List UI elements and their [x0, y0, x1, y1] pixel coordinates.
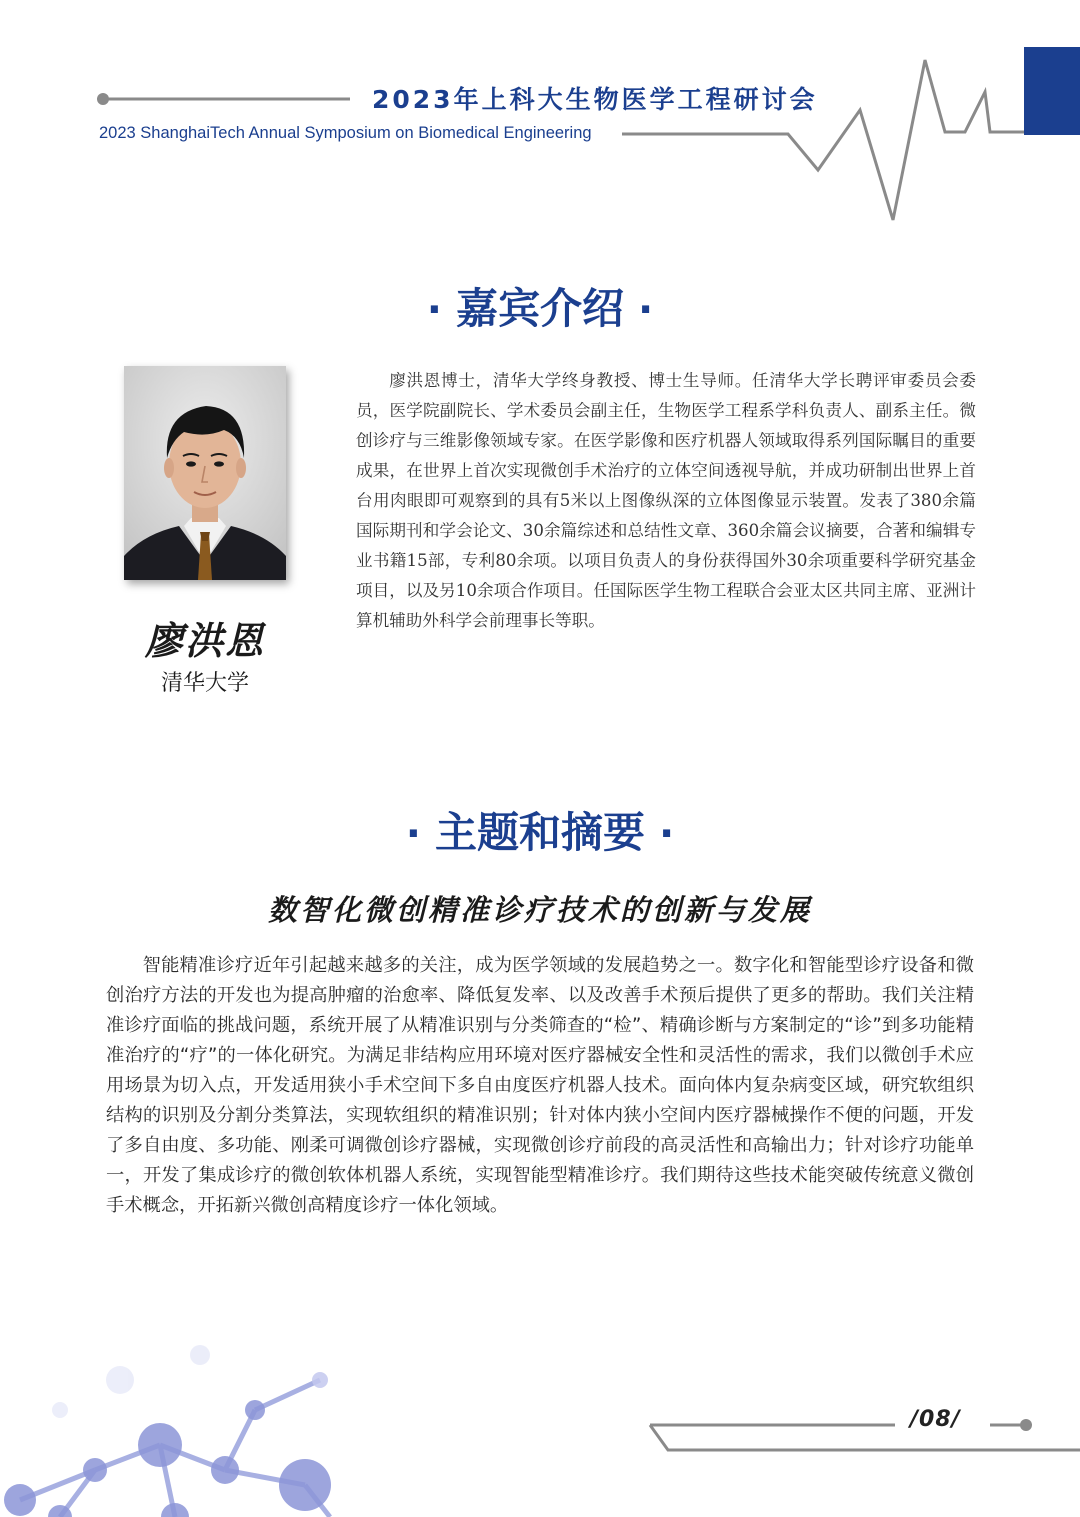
speaker-heading-text: 嘉宾介绍 [455, 284, 624, 333]
footer-dot [1020, 1419, 1032, 1431]
footer-decoration [0, 1280, 1080, 1517]
heading-bullet-left: · [405, 811, 421, 857]
abstract-text: 智能精准诊疗近年引起越来越多的关注，成为医学领域的发展趋势之一。数字化和智能型诊疗设备和微创治疗方法的开发也为提高肿瘤的治愈率、降低复发率、以及改善手术预后提供了更多的帮助。我们关注精准诊疗面临的挑战问题，系统开展了从精准识别与分类筛查的“检”、精确诊断与方案制定的“诊”到多功能精准治疗的“疗”的一体化研究。为满足非结构应用环境对医疗器械安全性和灵活性的需求，我们以微创手术应用场景为切入点，开发适用狭小手术空间下多自由度医疗机器人技术。面向体内复杂病变区域，研究软组织结构的识别及分割分类算法，实现软组织的精准识别；针对体内狭小空间内医疗器械操作不便的问题，开发了多自由度、多功能、刚柔可调微创诊疗器械，实现微创诊疗前段的高灵活性和高输出力；针对诊疗功能单一，开发了集成诊疗的微创软体机器人系统，实现智能型精准诊疗。我们期待这些技术能突破传统意义微创手术概念，开拓新兴微创高精度诊疗一体化领域。 [106, 955, 974, 1216]
speaker-portrait [124, 366, 286, 580]
page-number: /08/ [910, 1407, 961, 1432]
heading-bullet-right: · [638, 287, 654, 333]
heading-bullet-right: · [659, 811, 675, 857]
symposium-title-en: 2023 ShanghaiTech Annual Symposium on Biomedical Engineering [99, 124, 592, 142]
speaker-photo [124, 366, 286, 580]
symposium-title-cn: 2023年上科大生物医学工程研讨会 [372, 85, 818, 114]
topic-section-heading [0, 800, 1080, 860]
footer-bracket-line [650, 1425, 1080, 1450]
speaker-name: 廖洪恩 [144, 618, 265, 663]
speaker-affiliation: 清华大学 [160, 671, 249, 696]
topic-heading-text: 主题和摘要 [434, 808, 645, 857]
molecule-nodes [4, 1372, 331, 1517]
speaker-bio: 廖洪恩博士，清华大学终身教授、博士生导师。任清华大学长聘评审委员会委员，医学院副院长、学术委员会副主任，生物医学工程系学科负责人、副系主任。微创诊疗与三维影像领域专家。在医学影像和医疗机器人领域取得系列国际瞩目的重要成果，在世界上首次实现微创手术治疗的立体空间透视导航，并成功研制出世界上首台用肉眼即可观察到的具有5米以上图像纵深的立体图像显示装置。发表了380余篇国际期刊和学会论文、30余篇综述和总结性文章、360余篇会议摘要，合著和编辑专业书籍15部，专利80余项。以项目负责人的身份获得国外30余项重要科学研究基金项目，以及另10余项合作项目。任国际医学生物工程联合会亚太区共同主席、亚洲计算机辅助外科学会前理事长等职。 [356, 371, 976, 630]
faint-molecule [52, 1345, 210, 1418]
speaker-section-heading [0, 276, 1080, 336]
header-blue-block [1024, 47, 1080, 135]
heading-bullet-left: · [426, 287, 442, 333]
talk-title: 数智化微创精准诊疗技术的创新与发展 [267, 893, 812, 927]
